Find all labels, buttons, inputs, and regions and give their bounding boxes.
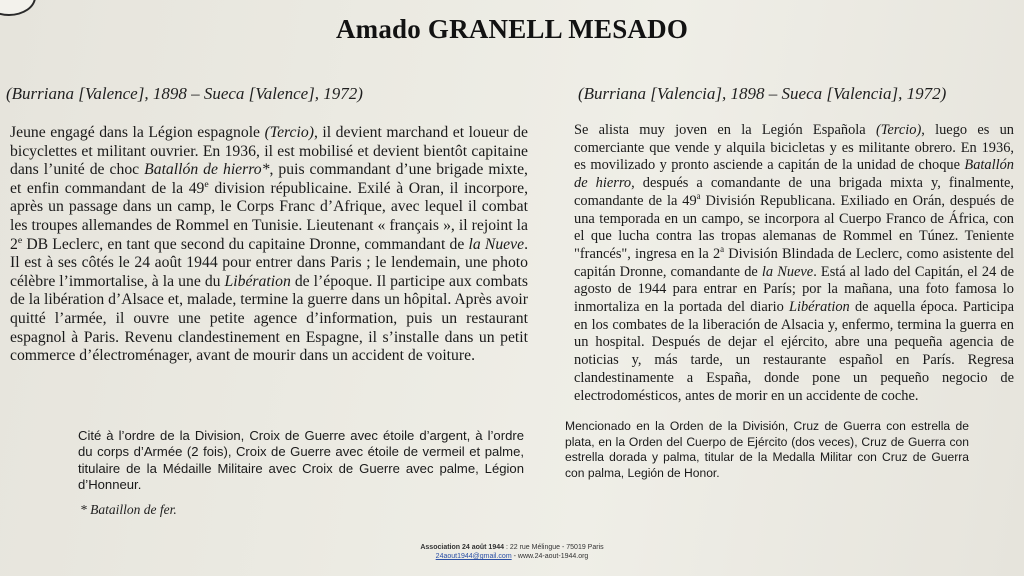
- biography-spanish: Se alista muy joven en la Legión Española (Tercio), luego es un comerciante que vende y alquila bicicletas y es militante obrero. En 1936, es movilizado y pronto asciende a capitán de la unidad de choque Batallón de hierro, después a comandante de una brigada mixta y, finalmente, comandante de la 49$^a$ División Republicana. Exiliado en Orán, después de una temporada en un campo, se incorpora al Cuerpo Franco de África, con el que lucha contra las tropas alemanas de Rommel en Túnez. Teniente "francés", ingresa en la 2$^a$ División Blindada de Leclerc, como asistente del capitán Dronne, comandante de la Nueve. Está al lado del Capitán, el 24 de agosto de 1944 para entrar en París; por la mañana, una foto famosa lo inmortaliza en la portada del diario Libération de aquella época. Participa en los combates de la liberación de Alsacia y, enfermo, termina la guerra en un hospital. Después de dejar el ejército, abre una pequeña agencia de noticias y, más tarde, un restaurante español en París. Regresa clandestinamente a España, donde pone un pequeño negocio de electrodomésticos, antes de morir en un accidente de coche.: [574, 122, 1015, 404]
- footnote: * Bataillon de fer.: [80, 502, 177, 517]
- association-footer: [0, 543, 1024, 561]
- honours-spanish: Mencionado en la Orden de la División, Cruz de Guerra con estrella de plata, en la Orden del Cuerpo de Ejército (dos veces), Cruz de Guerra con estrella dorada y palma, titular de la Medalla Militar con Cruz de Guerra con palma, Legión de Honor.: [565, 419, 969, 480]
- biography-french: Jeune engagé dans la Légion espagnole (Tercio), il devient marchand et loueur de bicyclettes et militant ouvrier. En 1936, il est mobilisé et devient bientôt capitaine dans l’unité de choc Batallón de hierro*, puis commandant d’une brigade mixte, et enfin commandant de la 49e division républicaine. Exilé à Oran, il incorpore, après un passage dans un camp, le Corps Franc d’Afrique, avec lequel il combat les troupes allemandes de Rommel en Tunisie. Lieutenant « français », il rejoint la 2e DB Leclerc, en tant que second du capitaine Dronne, commandant de la Nueve. Il est à ses côtés le 24 août 1944 pour entrer dans Paris ; le lendemain, une photo célèbre l’immortalise, à la une du Libération de l’époque. Il participe aux combats de la libération d’Alsace et, malade, termine la guerre dans un hôpital. Après avoir quitté l’armée, il ouvre une petite agence d’information, puis un restaurant espagnol à Paris. Revenu clandestinement en Espagne, il s’installe dans un petit commerce d’électroménager, avant de mourir dans un accident de voiture.: [10, 124, 528, 365]
- page-title: Amado GRANELL MESADO: [335, 14, 689, 44]
- association-name: Association 24 août 1944: [420, 544, 505, 551]
- association-address: : 22 rue Mélingue - 75019 Paris: [504, 544, 604, 551]
- birth-death-french: (Burriana [Valence], 1898 – Sueca [Valence], 1972): [6, 84, 363, 103]
- birth-death-spanish: (Burriana [Valencia], 1898 – Sueca [Valencia], 1972): [578, 84, 947, 103]
- association-website: - www.24-aout-1944.org: [511, 553, 589, 560]
- honours-french: Cité à l’ordre de la Division, Croix de Guerre avec étoile d’argent, à l’ordre du corps d’Armée (2 fois), Croix de Guerre avec étoile de vermeil et palme, titulaire de la Médaille Militaire avec Croix de Guerre avec palme, Légion d’Honneur.: [78, 428, 524, 493]
- association-email-link[interactable]: 24aout1944@gmail.com: [435, 553, 512, 560]
